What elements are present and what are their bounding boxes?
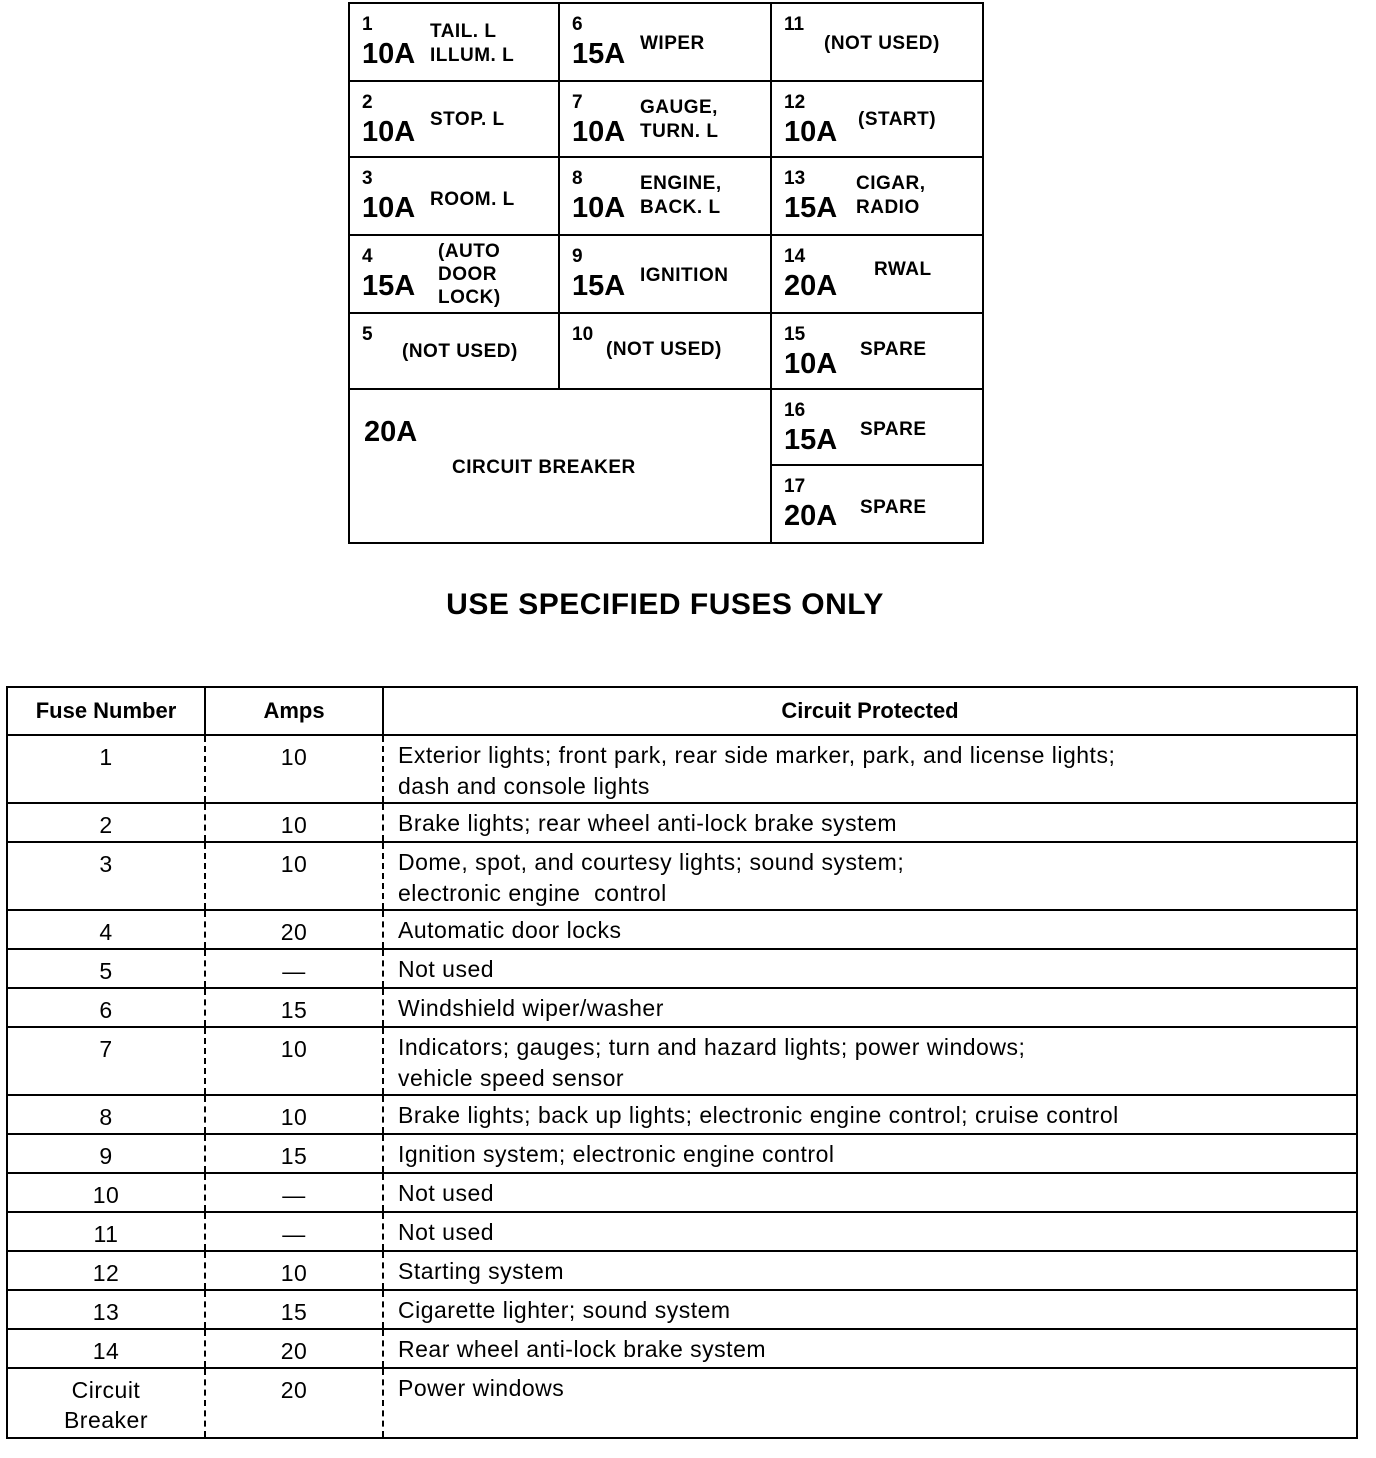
amps-cell: 10	[206, 1028, 384, 1094]
fuse-table	[6, 686, 1358, 1439]
table-row	[8, 1028, 1356, 1096]
fuse-cell-10	[560, 314, 772, 390]
fuse-number: 14	[784, 246, 806, 267]
amps-cell: —	[206, 1174, 384, 1211]
table-row	[8, 804, 1356, 843]
fuse-number-cell: 4	[8, 911, 206, 948]
header-circuit-protected: Circuit Protected	[781, 698, 959, 723]
fuse-label: (NOT USED)	[402, 341, 518, 362]
fuse-cell-13	[772, 158, 982, 236]
circuit-cell: Rear wheel anti-lock brake system	[398, 1336, 767, 1362]
table-row	[8, 1291, 1356, 1330]
breaker-amperage: 20A	[364, 416, 418, 448]
circuit-cell: Ignition system; electronic engine control	[398, 1141, 835, 1167]
fuse-amperage: 15A	[362, 270, 416, 302]
fuse-number-cell: 8	[8, 1096, 206, 1133]
circuit-cell: Cigarette lighter; sound system	[398, 1297, 731, 1323]
fuse-number-cell: 3	[8, 843, 206, 909]
table-row	[8, 1174, 1356, 1213]
fuse-label: (START)	[858, 109, 937, 130]
fuse-number-cell: 5	[8, 950, 206, 987]
amps-cell: 20	[206, 1369, 384, 1437]
fuse-number: 11	[784, 14, 805, 35]
fuse-label: CIGAR, RADIO	[856, 173, 926, 218]
circuit-cell: Power windows	[398, 1375, 565, 1401]
fuse-number-cell: 10	[8, 1174, 206, 1211]
amps-cell: 10	[206, 804, 384, 841]
circuit-cell: Brake lights; rear wheel anti-lock brake system	[398, 810, 898, 836]
table-row	[8, 989, 1356, 1028]
table-row	[8, 1330, 1356, 1369]
fuse-label: SPARE	[860, 419, 927, 440]
circuit-cell: Indicators; gauges; turn and hazard lights; power windows; vehicle speed sensor	[398, 1034, 1026, 1091]
header-amps: Amps	[206, 687, 384, 735]
header-fuse-number: Fuse Number	[8, 687, 206, 735]
amps-cell: 20	[206, 911, 384, 948]
fuse-amperage: 10A	[784, 348, 838, 380]
fuse-label: TAIL. L ILLUM. L	[430, 21, 515, 66]
fuse-label: RWAL	[874, 259, 932, 280]
table-row	[8, 1213, 1356, 1252]
amps-cell: 10	[206, 843, 384, 909]
fuse-cell-12	[772, 82, 982, 158]
fuse-number: 9	[572, 246, 583, 267]
amps-cell: 15	[206, 1291, 384, 1328]
circuit-cell: Not used	[398, 956, 495, 982]
fuse-amperage: 20A	[784, 270, 838, 302]
fuse-cell-1	[350, 4, 560, 82]
fuse-number-cell: 7	[8, 1028, 206, 1094]
fuse-amperage: 15A	[572, 270, 626, 302]
amps-cell: 15	[206, 1135, 384, 1172]
amps-cell: —	[206, 950, 384, 987]
fuse-number: 7	[572, 92, 583, 113]
fuse-number: 10	[572, 324, 594, 345]
fuse-cell-2	[350, 82, 560, 158]
fuse-label: ROOM. L	[430, 189, 515, 210]
fuse-label: ENGINE, BACK. L	[640, 173, 722, 218]
table-row	[8, 950, 1356, 989]
amps-cell: 10	[206, 736, 384, 802]
fuse-number-cell: 14	[8, 1330, 206, 1367]
table-row	[8, 1096, 1356, 1135]
fuse-number: 1	[362, 14, 373, 35]
fuse-number: 16	[784, 400, 806, 421]
fuse-cell-15	[772, 314, 982, 390]
table-header	[8, 688, 1356, 736]
fuse-amperage: 10A	[572, 192, 626, 224]
fuse-warning: USE SPECIFIED FUSES ONLY	[446, 588, 884, 621]
circuit-breaker-cell	[350, 390, 772, 542]
fuse-amperage: 10A	[362, 192, 416, 224]
fuse-label: IGNITION	[640, 265, 729, 286]
fuse-number: 17	[784, 476, 806, 497]
breaker-label: CIRCUIT BREAKER	[452, 457, 636, 478]
fuse-label: SPARE	[860, 339, 927, 360]
table-row	[8, 1369, 1356, 1437]
fuse-cell-3	[350, 158, 560, 236]
circuit-cell: Automatic door locks	[398, 917, 622, 943]
circuit-cell: Windshield wiper/washer	[398, 995, 664, 1021]
fuse-cell-11	[772, 4, 982, 82]
fuse-label: (NOT USED)	[606, 339, 722, 360]
fuse-box-diagram	[348, 2, 984, 544]
table-body	[8, 736, 1356, 1437]
fuse-amperage: 10A	[784, 116, 838, 148]
amps-cell: 20	[206, 1330, 384, 1367]
fuse-number-cell: 9	[8, 1135, 206, 1172]
circuit-cell: Not used	[398, 1180, 495, 1206]
table-row	[8, 1135, 1356, 1174]
fuse-cell-9	[560, 236, 772, 314]
fuse-number-cell: 13	[8, 1291, 206, 1328]
fuse-cell-14	[772, 236, 982, 314]
fuse-amperage: 10A	[362, 38, 416, 70]
fuse-cell-16	[772, 390, 982, 466]
fuse-label: SPARE	[860, 497, 927, 518]
table-row	[8, 843, 1356, 911]
table-row	[8, 736, 1356, 804]
circuit-cell: Not used	[398, 1219, 495, 1245]
fuse-number: 3	[362, 168, 373, 189]
fuse-cell-8	[560, 158, 772, 236]
fuse-amperage: 15A	[572, 38, 626, 70]
amps-cell: 15	[206, 989, 384, 1026]
fuse-amperage: 15A	[784, 192, 838, 224]
amps-cell: —	[206, 1213, 384, 1250]
circuit-cell: Brake lights; back up lights; electronic engine control; cruise control	[398, 1102, 1119, 1128]
fuse-number: 5	[362, 324, 373, 345]
table-row	[8, 911, 1356, 950]
table-row	[8, 1252, 1356, 1291]
fuse-number-cell: 1	[8, 736, 206, 802]
circuit-cell: Exterior lights; front park, rear side marker, park, and license lights; dash and console lights	[398, 742, 1116, 799]
fuse-number-cell: 12	[8, 1252, 206, 1289]
fuse-label: STOP. L	[430, 109, 505, 130]
amps-cell: 10	[206, 1096, 384, 1133]
amps-cell: 10	[206, 1252, 384, 1289]
fuse-number: 8	[572, 168, 583, 189]
fuse-label: GAUGE, TURN. L	[640, 97, 719, 142]
fuse-number: 12	[784, 92, 806, 113]
fuse-number-cell: 6	[8, 989, 206, 1026]
fuse-number: 4	[362, 246, 373, 267]
fuse-amperage: 15A	[784, 424, 838, 456]
fuse-number-cell: 2	[8, 804, 206, 841]
fuse-label: (AUTO DOOR LOCK)	[438, 241, 501, 308]
fuse-amperage: 10A	[362, 116, 416, 148]
fuse-cell-4	[350, 236, 560, 314]
fuse-label: (NOT USED)	[824, 33, 940, 54]
fuse-label: WIPER	[640, 33, 705, 54]
fuse-amperage: 10A	[572, 116, 626, 148]
fuse-cell-6	[560, 4, 772, 82]
fuse-number: 13	[784, 168, 806, 189]
fuse-amperage: 20A	[784, 500, 838, 532]
fuse-number: 6	[572, 14, 583, 35]
fuse-cell-7	[560, 82, 772, 158]
fuse-cell-17	[772, 466, 982, 542]
fuse-number: 2	[362, 92, 373, 113]
fuse-number: 15	[784, 324, 806, 345]
fuse-number-cell: 11	[8, 1213, 206, 1250]
fuse-cell-5	[350, 314, 560, 390]
fuse-number-cell: Circuit Breaker	[8, 1369, 206, 1437]
circuit-cell: Dome, spot, and courtesy lights; sound system; electronic engine control	[398, 849, 905, 906]
circuit-cell: Starting system	[398, 1258, 564, 1284]
